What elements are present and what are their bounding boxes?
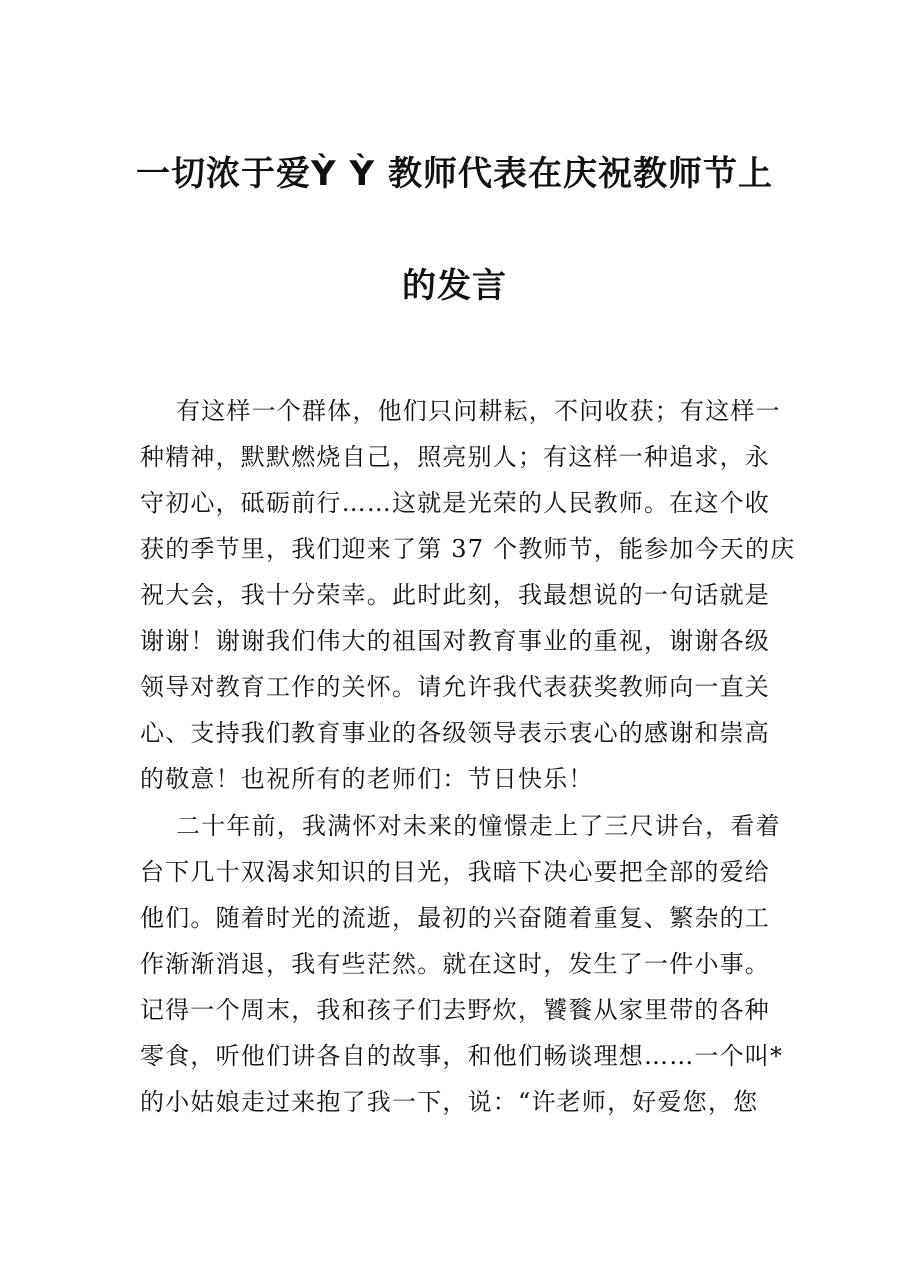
paragraph-line: 的敬意！也祝所有的老师们：节日快乐！ [140, 765, 594, 793]
document-title-line-2: 的发言 [402, 266, 507, 306]
paragraph-line: 心、支持我们教育事业的各级领导表示衷心的感谢和崇高 [140, 719, 770, 747]
paragraph-line: 台下几十双渴求知识的目光，我暗下决心要把全部的爱给 [140, 858, 770, 886]
paragraph-line: 他们。随着时光的流逝，最初的兴奋随着重复、繁杂的工 [140, 904, 770, 932]
paragraph-line: 谢谢！谢谢我们伟大的祖国对教育事业的重视，谢谢各级 [140, 627, 770, 655]
paragraph-line: 祝大会，我十分荣幸。此时此刻，我最想说的一句话就是 [140, 581, 770, 609]
paragraph-line: 二十年前，我满怀对未来的憧憬走上了三尺讲台，看着 [176, 812, 781, 840]
paragraph-line: 记得一个周末，我和孩子们去野炊，饕餮从家里带的各种 [140, 996, 770, 1024]
paragraph-line: 零食，听他们讲各自的故事，和他们畅谈理想……一个叫* [140, 1042, 784, 1070]
paragraph-line: 领导对教育工作的关怀。请允许我代表获奖教师向一直关 [140, 673, 770, 701]
document-title-line-1: 一切浓于爱Ỳ Ỳ 教师代表在庆祝教师节上 [136, 154, 773, 194]
paragraph-1 [140, 388, 796, 802]
paragraph-line: 获的季节里，我们迎来了第 37 个教师节，能参加今天的庆 [140, 535, 796, 563]
paragraph-line: 有这样一个群体，他们只问耕耘，不问收获；有这样一 [176, 397, 781, 425]
paragraph-line: 种精神，默默燃烧自己，照亮别人；有这样一种追求，永 [140, 443, 770, 471]
paragraph-2 [140, 803, 784, 1125]
paragraph-line: 守初心，砥砺前行……这就是光荣的人民教师。在这个收 [140, 489, 770, 517]
paragraph-line: 作渐渐消退，我有些茫然。就在这时，发生了一件小事。 [140, 950, 770, 978]
paragraph-line: 的小姑娘走过来抱了我一下，说：“许老师，好爱您，您 [140, 1088, 759, 1116]
